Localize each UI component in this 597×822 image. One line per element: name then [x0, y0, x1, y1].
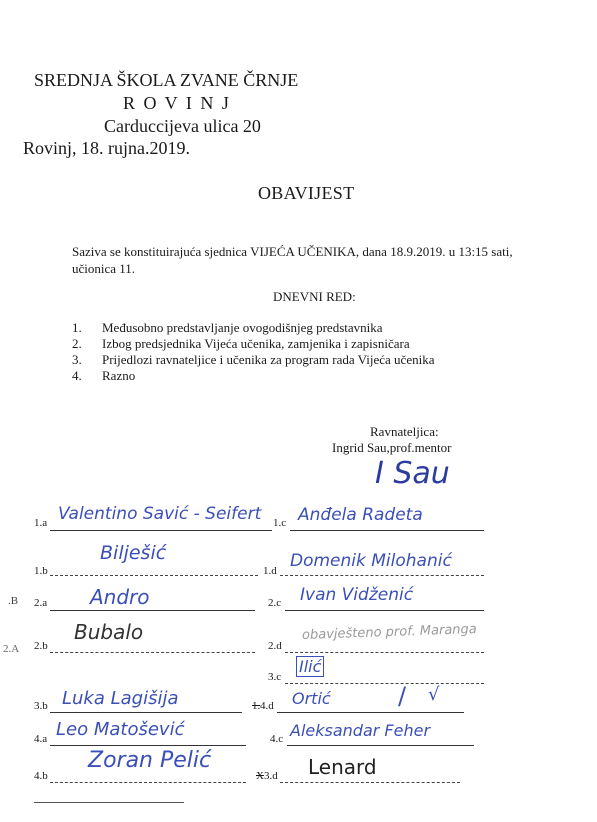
- signature-line: [50, 530, 272, 531]
- signature-line: [285, 652, 484, 653]
- signature-line: [285, 683, 484, 684]
- sig-label: 1.b: [34, 565, 48, 577]
- sig-label: 4.a: [34, 733, 48, 745]
- sig-label: 1.a: [34, 517, 48, 529]
- intro-line-1: Saziva se konstituirajuća sjednica VIJEĆA UČENIKA, dana 18.9.2019. u 13:15 sati,: [72, 244, 513, 259]
- signature-line: [280, 575, 484, 576]
- signature-2b: Bubalo: [74, 620, 144, 644]
- signature-4d: Ortić: [292, 689, 331, 708]
- signature-line: [50, 712, 242, 713]
- check-mark-icon: √: [428, 684, 440, 705]
- signature-3b: Luka Lagišija: [62, 688, 179, 709]
- signature-line: [290, 530, 484, 531]
- agenda-item-number: 4.: [72, 368, 82, 383]
- agenda-item-number: 1.: [72, 320, 82, 335]
- signature-line: [50, 610, 255, 611]
- agenda-item: [72, 368, 434, 384]
- signature-line: [34, 802, 184, 803]
- agenda-item: [72, 352, 434, 368]
- principal-name: Ingrid Sau,prof.mentor: [332, 440, 452, 455]
- signature-4a: Leo Matošević: [56, 719, 185, 740]
- signature-line: [285, 610, 484, 611]
- agenda-list: [72, 320, 434, 384]
- margin-note: 2.A: [3, 643, 20, 655]
- struck-label: 1.: [252, 700, 261, 712]
- sig-label: 3.c: [268, 671, 282, 683]
- signature-3c: Ilić: [296, 656, 324, 677]
- school-city: R O V I N J: [123, 93, 231, 113]
- agenda-item-text: Razno: [102, 368, 136, 383]
- sig-label: 4.d: [260, 700, 274, 712]
- signature-1d: Domenik Milohanić: [290, 551, 452, 571]
- page-title: OBAVIJEST: [258, 183, 355, 203]
- sig-label: 4.c: [270, 733, 284, 745]
- signature-line: [280, 782, 460, 783]
- note-2d: obavješteno prof. Maranga: [301, 621, 478, 644]
- sig-label: 2.b: [34, 640, 48, 652]
- sig-label: 2.d: [268, 640, 282, 652]
- agenda-heading: DNEVNI RED:: [273, 289, 356, 304]
- agenda-item-number: 3.: [72, 352, 82, 367]
- slash-mark-icon: /: [398, 682, 407, 710]
- margin-note: .B: [8, 595, 19, 607]
- signature-2a: Andro: [90, 585, 150, 609]
- agenda-item: [72, 336, 434, 352]
- sig-label: 2.c: [268, 597, 282, 609]
- signature-4b: Zoran Pelić: [88, 748, 212, 773]
- signature-line: [50, 575, 258, 576]
- school-name: SREDNJA ŠKOLA ZVANE ČRNJE: [34, 70, 299, 90]
- signature-line: [50, 745, 246, 746]
- signature-line: [287, 745, 474, 746]
- signature-2c: Ivan Vidženić: [300, 585, 414, 605]
- signature-4c: Aleksandar Feher: [290, 721, 431, 740]
- struck-label: X: [256, 770, 264, 782]
- agenda-item: [72, 320, 434, 336]
- signature-line: [277, 712, 464, 713]
- signature-3d: Lenard: [308, 755, 377, 779]
- sig-label: 3.d: [264, 770, 278, 782]
- intro-line-2: učionica 11.: [72, 261, 136, 276]
- signature-line: [50, 652, 255, 653]
- signature-1c: Anđela Radeta: [298, 505, 423, 525]
- agenda-item-text: Izbog predsjednika Vijeća učenika, zamjenika i zapisničara: [102, 336, 410, 351]
- school-address: Carduccijeva ulica 20: [104, 116, 261, 136]
- sig-label: 1.c: [273, 517, 287, 529]
- agenda-item-number: 2.: [72, 336, 82, 351]
- place-date: Rovinj, 18. rujna.2019.: [23, 138, 190, 158]
- agenda-item-text: Međusobno predstavljanje ovogodišnjeg predstavnika: [102, 320, 383, 335]
- sig-label: 2.a: [34, 597, 48, 609]
- agenda-item-text: Prijedlozi ravnateljice i učenika za program rada Vijeća učenika: [102, 352, 435, 367]
- sig-label: 4.b: [34, 770, 48, 782]
- principal-role: Ravnateljica:: [370, 424, 439, 439]
- signature-1b: Bilješić: [100, 542, 167, 564]
- signature-1a: Valentino Savić - Seifert: [58, 504, 262, 524]
- signature-line: [50, 782, 246, 783]
- sig-label: 3.b: [34, 700, 48, 712]
- principal-signature: I Sau: [375, 456, 450, 491]
- sig-label: 1.d: [263, 565, 277, 577]
